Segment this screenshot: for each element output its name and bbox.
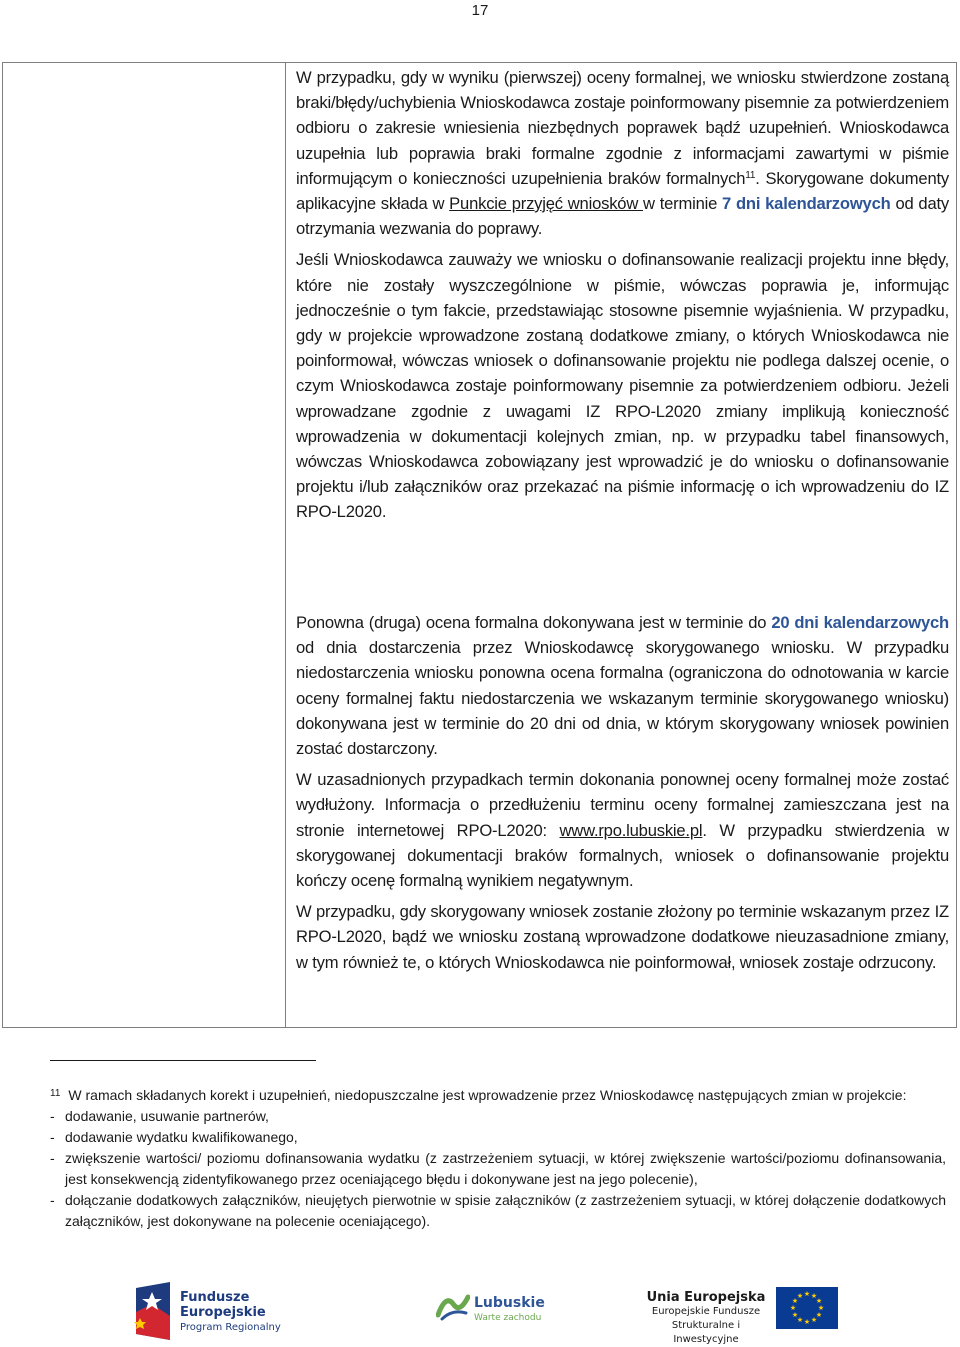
footnote — [50, 1083, 946, 1232]
fundusze-europejskie-logo-icon — [134, 1282, 172, 1340]
column-divider — [285, 63, 286, 1027]
svg-text:★: ★ — [791, 1311, 799, 1319]
fe-line-1: Fundusze — [180, 1290, 250, 1305]
svg-text:★: ★ — [789, 1304, 797, 1312]
rpo-website-link[interactable]: www.rpo.lubuskie.pl — [559, 820, 703, 840]
extension-paragraph: W uzasadnionych przypadkach termin dokonania ponownej oceny formalnej może zostać wydłużony. Informacja o przedłużeniu terminu oceny formalnej zamieszczana jest na stronie internetowej RPO-L2020: www.rpo.lubuskie.pl. W przypadku stwierdzenia w skorygowanej dokumentacji braków formalnych, wniosek o dofinansowanie projektu kończy ocenę formalną wynikiem negatywnym. — [296, 770, 950, 891]
footnote-list — [50, 1106, 946, 1232]
page-number: 17 — [471, 2, 489, 19]
svg-text:★: ★ — [810, 1316, 818, 1324]
svg-text:★: ★ — [815, 1311, 823, 1319]
application-office-text: Punkcie przyjęć wniosków — [449, 194, 644, 214]
deadline-20-days: 20 dni kalendarzowych — [771, 613, 949, 632]
lubuskie-slogan: Warte zachodu — [474, 1313, 542, 1323]
ue-line-3: Strukturalne i Inwestycyjne — [671, 1320, 741, 1345]
lubuskie-logo-icon — [436, 1291, 470, 1321]
svg-text:★: ★ — [815, 1297, 823, 1305]
deadline-7-days: 7 dni kalendarzowych — [722, 194, 891, 214]
other-errors-paragraph: Jeśli Wnioskodawca zauważy we wniosku o dofinansowanie realizacji projektu inne błędy, które nie zostały wyszczególnione w piśmie, wówczas poprawia je, informując jednocześnie o tym fakcie, przedstawiając stosowne pisemnie wyjaśnienia. W przypadku, gdy w projekcie wprowadzone zostaną dodatkowe zmiany, o których Wnioskodawca nie poinformował, wówczas wniosek o dofinansowanie projektu nie podlega dalszej ocenie, o czym Wnioskodawca zostaje poinformowany pisemnie za potwierdzeniem odbioru. Jeżeli wprowadzane zgodnie z uwagami IZ RPO-L2020 zmiany implikują konieczność wprowadzenia w dokumentacji kolejnych zmian, np. w przypadku tabel finansowych, wówczas Wnioskodawca zobowiązany jest wprowadzić je do wniosku o dofinansowanie projektu i/lub załączników oraz przekazać na piśmie informację o ich wprowadzeniu do IZ RPO-L2020. — [296, 250, 949, 522]
list-item: - dołączanie dodatkowych załączników, nieujętych pierwotnie w spisie załączników (z zastrzeżeniem sytuacji, w której dołączenie dodatkowych załączników, jest dokonywane na polecenie oceniającego). — [50, 1190, 946, 1232]
first-assessment-cell — [296, 65, 949, 531]
footnote-reference[interactable]: 11 — [745, 169, 756, 181]
logo-bar — [0, 1275, 960, 1345]
svg-text:★: ★ — [803, 1318, 811, 1326]
lubuskie-name: Lubuskie — [474, 1295, 545, 1311]
eu-flag-icon — [776, 1287, 838, 1329]
fe-line-2: Europejskie — [180, 1305, 266, 1320]
svg-text:★: ★ — [796, 1292, 804, 1300]
ue-line-2: Europejskie Fundusze — [651, 1306, 761, 1317]
svg-text:★: ★ — [817, 1304, 825, 1312]
second-assessment-paragraph: Ponowna (druga) ocena formalna dokonywana jest w terminie do 20 dni kalendarzowych od dnia dostarczenia przez Wnioskodawcę skorygowanego wniosku. W przypadku niedostarczenia wniosku ponowna ocena formalna (ograniczona do odnotowania w karcie oceny formalnej faktu niedostarczenia we wskazanym terminie skorygowanego wniosku) dokonywana jest w terminie do 20 dni od dnia, w którym skorygowany wniosek powinien zostać dostarczony. — [296, 613, 949, 759]
footnote-separator — [50, 1060, 316, 1061]
svg-text:★: ★ — [796, 1316, 804, 1324]
svg-text:★: ★ — [803, 1290, 811, 1298]
rejection-paragraph: W przypadku, gdy skorygowany wniosek zostanie złożony po terminie wskazanym przez IZ RPO-L2020, bądź we wniosku zostaną wprowadzone dodatkowe nieuzasadnione zmiany, w tym również te, o których Wnioskodawca nie poinformował, wniosek zostaje odrzucony. — [296, 902, 949, 972]
fe-line-3: Program Regionalny — [180, 1322, 281, 1333]
list-item: - dodawanie wydatku kwalifikowanego, — [50, 1127, 946, 1148]
second-assessment-cell — [296, 610, 949, 981]
list-item: - dodawanie, usuwanie partnerów, — [50, 1106, 946, 1127]
svg-text:★: ★ — [791, 1297, 799, 1305]
footnote-number: 11 — [50, 1088, 61, 1099]
svg-text:★: ★ — [810, 1292, 818, 1300]
footnote-intro: $^{11}$ W ramach składanych korekt i uzupełnień, niedopuszczalne jest wprowadzenie przez Wnioskodawcę następujących zmian w projekcie: — [50, 1087, 907, 1103]
list-item: - zwiększenie wartości/ poziomu dofinansowania wydatku (z zastrzeżeniem sytuacji, w której zwiększenie wartości/poziomu dofinansowania, jest konsekwencją zidentyfikowanego przez oceniającego błędu i dokonywane jest na jego polecenie), — [50, 1148, 946, 1190]
ue-line-1: Unia Europejska — [646, 1290, 766, 1305]
first-assessment-paragraph: W przypadku, gdy w wyniku (pierwszej) oceny formalnej, we wniosku stwierdzone zostaną braki/błędy/uchybienia Wnioskodawca zostaje poinformowany pisemnie za potwierdzeniem odbioru o zakresie wniesienia niezbędnych poprawek bądź uzupełnień. Wnioskodawca uzupełnia lub poprawia braki formalne zgodnie z informacjami zawartymi w piśmie informującym o konieczności uzupełnienia braków formalnych$^{11}$. Skorygowane dokumenty aplikacyjne składa w Punkcie przyjęć wniosków w terminie 7 dni kalendarzowych od daty otrzymania wezwania do poprawy. — [296, 68, 949, 239]
